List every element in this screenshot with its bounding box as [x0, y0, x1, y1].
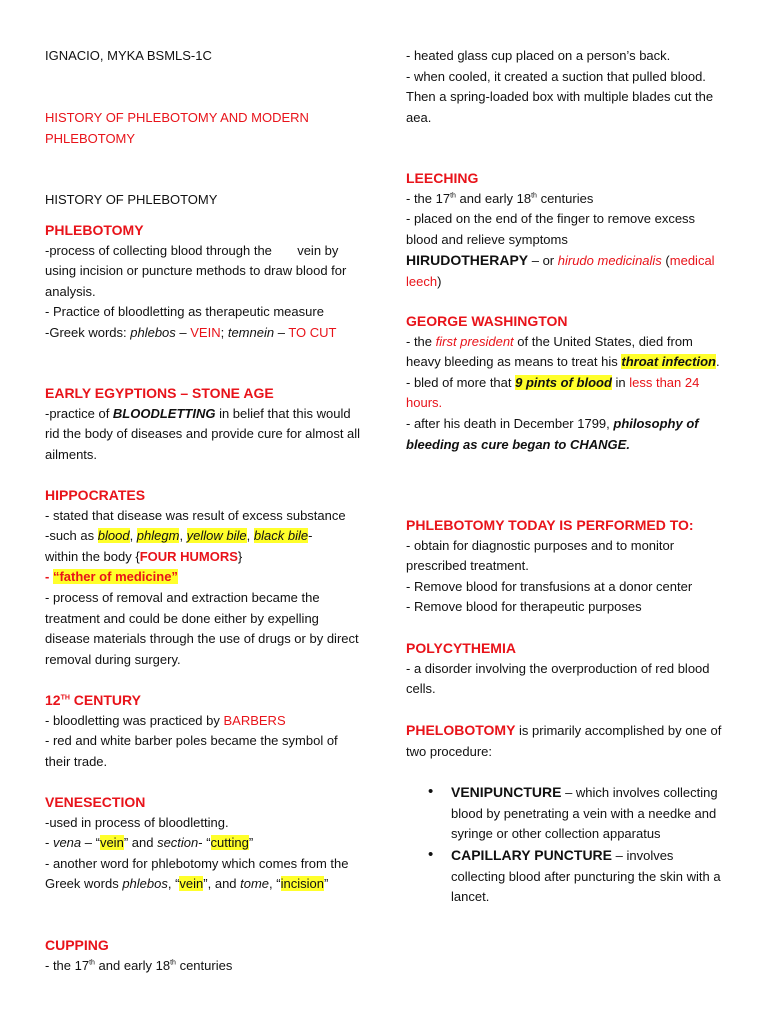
vein-highlight: vein: [179, 876, 204, 892]
washington-line1: [406, 332, 728, 373]
phlebotomy-definition: -process of collecting blood through the vein by using incision or puncture methods to draw blood for analysis.: [45, 242, 350, 299]
hippocrates-line1: - stated that disease was result of excess substance: [45, 507, 346, 523]
t: of the United States, died from heavy bleeding as means to treat his: [406, 333, 693, 370]
t: , “: [167, 876, 180, 892]
polycythemia-section: [406, 638, 728, 700]
procedure-venipuncture: [406, 782, 728, 845]
philosophy-change: philosophy of bleeding as cure began to CHANGE.: [406, 415, 699, 452]
t: - the 17: [406, 190, 451, 206]
less-than-24-hours: less than 24 hours.: [406, 374, 700, 411]
egyptians-pre: -practice of: [45, 405, 113, 421]
hirudo-medicinalis: hirudo medicinalis: [557, 253, 662, 269]
procedure-list: [406, 782, 728, 908]
egyptians-heading: EARLY EGYPTIONS – STONE AGE: [45, 385, 274, 401]
throat-infection: throat infection: [621, 354, 716, 370]
procedure-capillary: [406, 845, 728, 908]
procedures-section: [406, 720, 728, 908]
greek-prefix: -Greek words:: [45, 324, 131, 340]
nine-pints: 9 pints of blood: [515, 374, 612, 390]
hirudotherapy-line: [406, 250, 728, 292]
author-line: IGNACIO, MYKA BSMLS-1C: [45, 48, 212, 63]
ordinal: th: [170, 959, 176, 967]
section-term: section: [157, 835, 199, 851]
cupping-cont2: - when cooled, it created a suction that pulled blood. Then a spring-loaded box with multiple blades cut the aea.: [406, 68, 714, 125]
leeching-line1: [406, 189, 728, 210]
century12-section: [45, 690, 365, 772]
cupping-cont1: - heated glass cup placed on a person’s back.: [406, 48, 671, 63]
barbers: BARBERS: [223, 712, 286, 728]
t: in: [611, 374, 630, 390]
procedure-term: CAPILLARY PUNCTURE: [451, 846, 613, 863]
today-item: - Remove blood for therapeutic purposes: [406, 599, 642, 615]
such-as: -such as: [45, 528, 98, 544]
cupping-line1: [45, 956, 365, 977]
t: is primarily accomplished by one of two procedure:: [406, 723, 722, 759]
comma: ,: [179, 528, 187, 544]
humor-black-bile: black bile: [253, 528, 309, 544]
washington-line3: [406, 414, 728, 455]
t: – or: [528, 253, 558, 269]
venesection-line1: -used in process of bloodletting.: [45, 814, 229, 830]
t: and early 18: [94, 957, 171, 973]
t: (: [661, 253, 670, 269]
t: ): [437, 273, 442, 289]
venesection-heading: VENESECTION: [45, 794, 146, 810]
medical-leech: medical leech: [406, 253, 715, 289]
procedures-lead: [406, 720, 728, 762]
t: - after his death in December 1799,: [406, 415, 614, 431]
t: - “: [198, 835, 211, 851]
century12-heading: [45, 690, 365, 711]
t: centuries: [536, 190, 594, 206]
today-item: - Remove blood for transfusions at a donor center: [406, 578, 693, 594]
humor-blood: blood: [97, 528, 130, 544]
cupping-heading: CUPPING: [45, 937, 109, 953]
t: , “: [269, 876, 281, 892]
father-text: “father of medicine”: [52, 569, 178, 585]
polycythemia-text: - a disorder involving the overproduction of red blood cells.: [406, 660, 710, 697]
greek-term-phlebos: phlebos: [130, 324, 176, 340]
dash: -: [308, 528, 313, 544]
century12-line2: - red and white barber poles became the symbol of their trade.: [45, 733, 338, 769]
first-president: first president: [435, 333, 514, 349]
bullet-icon: •: [428, 783, 434, 801]
t: - bled of more that: [406, 374, 516, 390]
dash: –: [175, 324, 191, 340]
t: ”: [248, 835, 254, 851]
procedure-desc: – involves collecting blood after puncturing the skin with a lancet.: [451, 847, 721, 905]
hippocrates-humors: [45, 526, 365, 567]
polycythemia-heading: POLYCYTHEMIA: [406, 640, 516, 656]
ordinal: th: [531, 192, 537, 200]
t: - the 17: [45, 957, 90, 973]
egyptians-post: in belief that this would rid the body of diseases and provide cure for almost all ailments.: [45, 405, 361, 462]
phlebos-term: phlebos: [122, 876, 168, 892]
t: and early 18: [455, 190, 532, 206]
humor-phlegm: phlegm: [136, 528, 180, 544]
washington-heading: GEORGE WASHINGTON: [406, 313, 568, 329]
comma: ,: [246, 528, 254, 544]
phlebotomy-section: [45, 220, 365, 344]
t: ”, and: [203, 876, 241, 892]
comma: ,: [129, 528, 137, 544]
procedure-desc: – which involves collecting blood by penetrating a vein with a needke and syringe or other collection apparatus: [451, 785, 718, 842]
vein-highlight: vein: [99, 835, 124, 851]
ordinal: th: [450, 192, 456, 200]
hippocrates-heading: HIPPOCRATES: [45, 487, 146, 503]
today-heading: PHLEBOTOMY TODAY IS PERFORMED TO:: [406, 517, 694, 533]
procedure-term: VENIPUNCTURE: [451, 784, 562, 801]
t: – “: [81, 835, 100, 851]
t: -: [45, 835, 53, 851]
hippocrates-section: [45, 485, 365, 670]
century12-line1: [45, 711, 365, 732]
bloodletting-term: BLOODLETTING: [112, 405, 216, 421]
separator: ;: [220, 324, 228, 340]
washington-section: [406, 311, 728, 455]
today-section: [406, 515, 728, 618]
century-number: 12: [45, 692, 61, 708]
cupping-continued: [406, 46, 728, 128]
egyptians-text: [45, 404, 365, 466]
venesection-line2: [45, 833, 365, 854]
cutting-highlight: cutting: [210, 835, 249, 851]
phlebotomy-practice: - Practice of bloodletting as therapeutic measure: [45, 304, 324, 320]
greek-meaning-vein: VEIN: [190, 324, 221, 340]
egyptians-section: [45, 383, 365, 465]
dash: –: [274, 324, 289, 340]
tome-term: tome: [240, 876, 270, 892]
phelobotomy-term: PHELOBOTOMY: [406, 722, 516, 738]
century-word: CENTURY: [69, 692, 141, 708]
hippocrates-removal: - process of removal and extraction became the treatment and could be done either by expelling disease materials through the use of drugs or by direct removal during surgery.: [45, 589, 359, 667]
t: ”: [323, 876, 329, 892]
father-of-medicine-line: [45, 567, 365, 588]
leeching-line2: - placed on the end of the finger to remove excess blood and relieve symptoms: [406, 211, 696, 247]
t: ” and: [123, 835, 158, 851]
phlebotomy-greek: [45, 323, 365, 344]
t: centuries: [175, 957, 233, 973]
dash: -: [45, 569, 53, 585]
leeching-section: [406, 168, 728, 293]
humor-yellow-bile: yellow bile: [186, 528, 247, 544]
hirudotherapy-term: HIRUDOTHERAPY: [406, 252, 529, 269]
t: - another word for phlebotomy which comes from the Greek words: [45, 855, 349, 892]
greek-meaning-to-cut: TO CUT: [288, 324, 337, 340]
section-title: HISTORY OF PHLEBOTOMY: [45, 192, 218, 207]
incision-highlight: incision: [280, 876, 324, 892]
century-suffix: TH: [60, 694, 70, 702]
washington-line2: [406, 373, 728, 414]
brace-close: }: [237, 548, 243, 564]
t: - the: [406, 333, 436, 349]
leeching-heading: LEECHING: [406, 170, 479, 186]
venesection-line3: [45, 854, 365, 895]
t: .: [715, 354, 720, 370]
century12-pre: - bloodletting was practiced by: [45, 712, 224, 728]
ordinal: th: [89, 959, 95, 967]
father-of-medicine: [53, 569, 178, 584]
within-body: within the body {: [45, 548, 140, 564]
document-title: HISTORY OF PHLEBOTOMY AND MODERN PHLEBOTOMY: [45, 110, 309, 146]
phlebotomy-heading: PHLEBOTOMY: [45, 222, 144, 238]
bullet-icon: •: [428, 845, 434, 863]
venesection-section: [45, 792, 365, 895]
today-item: - obtain for diagnostic purposes and to monitor prescribed treatment.: [406, 537, 675, 574]
greek-term-temnein: temnein: [227, 324, 275, 340]
vena-term: vena: [52, 835, 82, 851]
cupping-section: [45, 935, 365, 976]
four-humors: FOUR HUMORS: [139, 548, 238, 564]
